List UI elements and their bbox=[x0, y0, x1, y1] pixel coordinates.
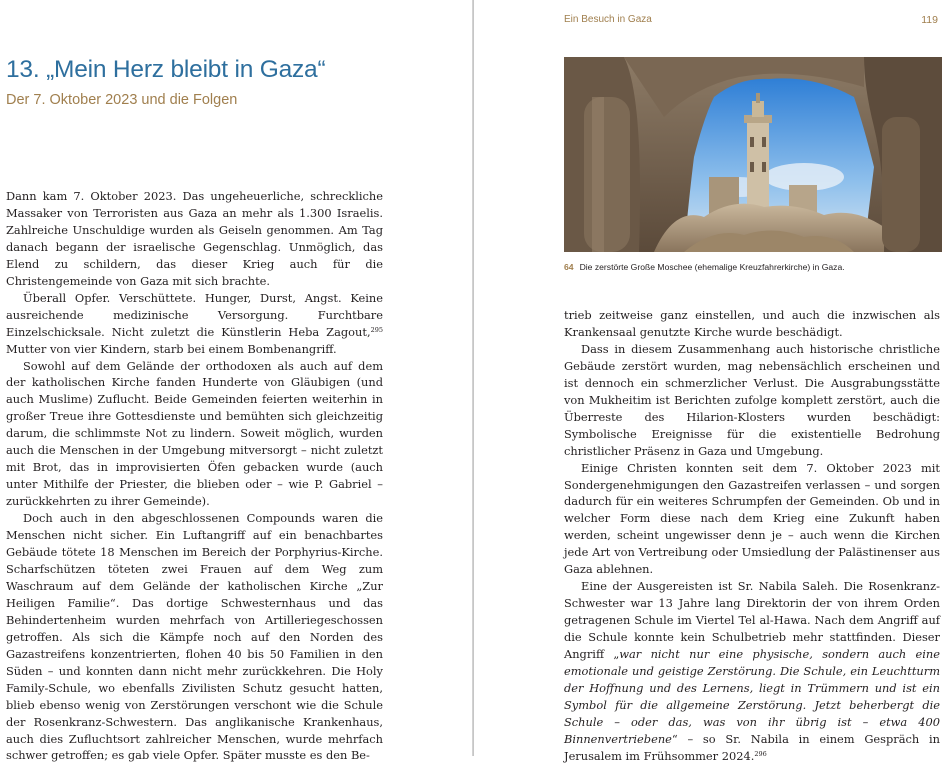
page-number: 119 bbox=[921, 14, 938, 26]
quotation: war nicht nur eine physische, sondern auch eine emotionale und geistige Zerstörung. Die Schule, ein Leuchtturm der Hoffnung und des Lernens, liegt in Trümmern und ist ein Symbol für die allgemeine Zerstörung. Jetzt beherbergt die Schule – oder das, was von ihr übrig ist – etwa 400 Binnenvertriebene bbox=[564, 647, 940, 746]
mosque-ruins-photo bbox=[564, 57, 942, 252]
chapter-subtitle: Der 7. Oktober 2023 und die Folgen bbox=[6, 92, 238, 108]
left-page bbox=[0, 0, 472, 763]
figure-caption bbox=[564, 262, 942, 272]
paragraph bbox=[6, 290, 383, 358]
right-body-text bbox=[564, 307, 940, 765]
footnote-marker[interactable]: 295 bbox=[370, 325, 383, 334]
paragraph-text: Überall Opfer. Verschüttete. Hunger, Durst, Angst. Keine ausreichende medizinische Versorgung. Furchtbare Einzelschicksale. Nicht zuletzt die Künstlerin Heba Zagout, bbox=[6, 290, 383, 339]
caption-text: Die zerstörte Große Moschee (ehemalige Kreuzfahrerkirche) in Gaza. bbox=[579, 262, 845, 272]
paragraph: trieb zeitweise ganz einstellen, und auch die inzwischen als Krankensaal genutzte Kirche wurde beschädigt. bbox=[564, 308, 940, 339]
figure-number: 64 bbox=[564, 262, 574, 272]
photo-illustration bbox=[564, 57, 942, 252]
footnote-marker[interactable]: 296 bbox=[754, 749, 767, 758]
paragraph: Doch auch in den abgeschlossenen Compounds waren die Menschen nicht sicher. Ein Luftangriff auf ein benachbartes Gebäude tötete 18 Menschen im Bereich der Porphyrius-Kirche. Scharfschützen töteten zwei Frauen auf dem Weg zum Waschraum auf dem Gelände der katholischen Kirche „Zur Heiligen Familie“. Das dortige Schwesternhaus und das Behindertenheim wurden mehrfach von Artilleriegeschossen getroffen. Als sich die Kämpfe noch auf den Norden des Gazastreifens konzentrierten, flohen 40 bis 50 Familien in den Süden – und konnten dann nicht mehr zurückkehren. Die Holy Family-Schule, wo ebenfalls Zivilisten Schutz gesucht hatten, blieb ebenso wenig von Zerstörungen verschont wie die Schule der Rosenkranz-Schwestern. Das anglikanische Krankenhaus, auch dies Zufluchtsort zahlreicher Menschen, wurde mehrfach schwer getroffen; es gab viele Opfer. Später musste es den Be- bbox=[6, 511, 383, 763]
paragraph-text: “ – so Sr. Nabila in einem Gespräch in Jerusalem im Frühsommer 2024. bbox=[564, 731, 940, 763]
right-page bbox=[474, 0, 946, 763]
chapter-title: 13. „Mein Herz bleibt in Gaza“ bbox=[6, 56, 326, 83]
paragraph: Sowohl auf dem Gelände der orthodoxen als auch auf dem der katholischen Kirche fanden Hunderte von Gläubigen (und auch Muslime) Zuflucht. Beide Gemeinden feierten weiterhin in großer Treue ihre Gottesdienste und bemühten sich gleichzeitig darum, die schlimmste Not zu lindern. Soweit möglich, wurden auch die Menschen in der Umgebung mitversorgt – nicht zuletzt mit Brot, das in improvisierten Öfen gebacken wurde (auch unter Mithilfe der Priester, die blieben oder – wie P. Gabriel – zurückkehrten zu ihrer Gemeinde). bbox=[6, 358, 383, 509]
paragraph: Dann kam 7. Oktober 2023. Das ungeheuerliche, schreckliche Massaker von Terroristen aus Gaza an mehr als 1.300 Israelis. Zahlreiche Unschuldige wurden als Geiseln genommen. Am Tag danach begann der israelische Gegenschlag. Unmöglich, das Elend zu schildern, das dieser Krieg auch für die Christengemeinde von Gaza mit sich brachte. bbox=[6, 189, 383, 288]
paragraph: Einige Christen konnten seit dem 7. Oktober 2023 mit Sondergenehmigungen den Gazastreifen verlassen – und sorgen dadurch für ein weiteres Schrumpfen der Gemeinden. Ob und in welcher Form diese nach dem Krieg eine Zukunft haben werden, scheint ungewisser denn je – auch wenn die Kirchen jede Art von Vertreibung oder Umsiedlung der Palästinenser aus Gaza ablehnen. bbox=[564, 460, 940, 577]
paragraph: Dass in diesem Zusammenhang auch historische christliche Gebäude zerstört wurden, mag nebensächlich erscheinen und ist dennoch ein schmerzlicher Verlust. Die Ausgrabungsstätte von Mukheitim ist Berichten zufolge komplett zerstört, auch die Überreste des Hilarion-Klosters wurden beschädigt: Symbolische Ereignisse für die existentielle Bedrohung christlicher Präsenz in Gaza und Umgebung. bbox=[564, 341, 940, 458]
paragraph-text: Mutter von vier Kindern, starb bei einem Bombenangriff. bbox=[6, 341, 337, 356]
left-body-text bbox=[6, 188, 383, 764]
running-head: Ein Besuch in Gaza bbox=[564, 14, 652, 25]
paragraph bbox=[564, 578, 940, 764]
paragraph-text: Eine der Ausgereisten ist Sr. Nabila Saleh. Die Rosenkranz-Schwester war 13 Jahre lang Direktorin der von ihrem Orden getragenen Schule im Viertel Tel al-Hawa. Nach dem Angriff auf die Schule konnte kein Schulbetrieb mehr stattfinden. Dieser Angriff „ bbox=[564, 579, 940, 662]
